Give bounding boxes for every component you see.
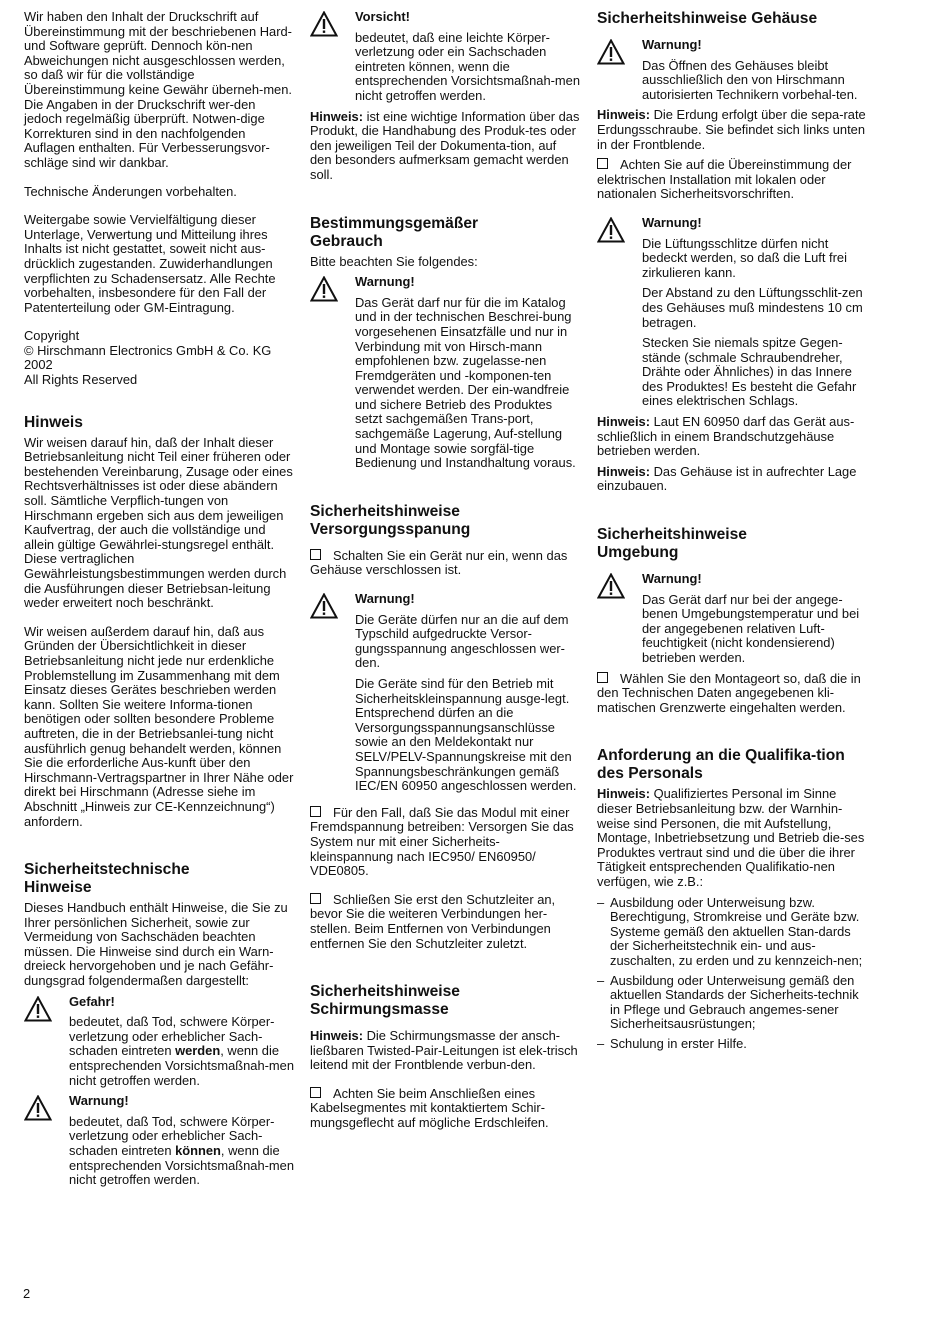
gehaeuse-warnung-2-text-2: Der Abstand zu den Lüftungsschlit-zen des Gehäuses muß mindestens 10 cm betragen. — [642, 285, 863, 330]
warning-triangle-icon — [24, 996, 52, 1022]
versorgung-check-item-3: Schließen Sie erst den Schutzleiter an, bevor Sie die weiteren Verbindungen her-stellen. Beim Entfernen von Verbindungen entfernen Sie den Schutzleiter zuletzt. — [310, 891, 556, 951]
list-item: – Schulung in erster Hilfe. — [597, 1035, 747, 1051]
gehaeuse-hinweis-2: Hinweis: Laut EN 60950 darf das Gerät aus-schließlich in einem Brandschutzgehäuse betrieben werden. — [597, 414, 855, 459]
gehaeuse-warnung-block-2 — [597, 216, 872, 409]
versorgungsspanung-heading: Sicherheitshinweise Versorgungsspanung — [310, 502, 471, 538]
checkbox-square-icon — [597, 672, 608, 683]
gehaeuse-heading: Sicherheitshinweise Gehäuse — [597, 10, 818, 27]
warning-triangle-icon — [597, 39, 625, 65]
warnung-text: bedeutet, daß Tod, schwere Körper-verletzung oder erheblicher Sach-schaden eintreten können, wenn die entsprechenden Vorsichtsmaßnah-men nicht getroffen werden. — [69, 1113, 294, 1188]
versorgung-check-item-1: Schalten Sie ein Gerät nur ein, wenn das Gehäuse verschlossen ist. — [310, 547, 568, 578]
gehaeuse-hinweis-1: Hinweis: Die Erdung erfolgt über die sepa-rate Erdungsschraube. Sie befindet sich links unten in der Frontblende. — [597, 107, 866, 152]
versorgung-warnung-text-1: Die Geräte dürfen nur an die auf dem Typschild aufgedruckte Versor-gungsspannung angeschlossen wer-den. — [355, 611, 569, 671]
sicherheitstechnische-hinweise-heading: Sicherheitstechnische Hinweise — [24, 861, 190, 897]
versorgung-check-item-2: Für den Fall, daß Sie das Modul mit einer Fremdspannung betreiben: Versorgen Sie das System nur mit einer Sicherheits-kleinspannung nach IEC950/ EN60950/ VDE0805. — [310, 804, 574, 879]
bestimmungsgemaesser-gebrauch-heading: Bestimmungsgemäßer Gebrauch — [310, 214, 479, 250]
qualifikation-hinweis: Hinweis: Qualifiziertes Personal im Sinne dieser Betriebsanleitung bzw. der Warnhin-weise sind Personen, die mit Aufstellung, Montage, Inbetriebsetzung und Betrieb die-ses Produktes vertraut sind und die über die ihrer Tätigkeit entsprechenden Qualifikatio-nen verfügen, wie z.B.: — [597, 786, 865, 889]
versorgung-warnung-title: Warnung! — [355, 591, 415, 607]
intro-paragraph-2: Technische Änderungen vorbehalten. — [24, 183, 237, 199]
intro-paragraph-3: Weitergabe sowie Vervielfältigung dieser Unterlage, Verwertung und Mitteilung ihres Inhalts ist nicht gestattet, soweit nicht aus-drücklich zugestanden. Zuwiderhandlungen verpflichten zu Schadensersatz. Alle Rechte vorbehalten, insbesondere für den Fall der Patenterteilung oder GM-Eintragung. — [24, 212, 276, 315]
bestimmung-intro: Bitte beachten Sie folgendes: — [310, 253, 478, 269]
vorsicht-block — [310, 10, 580, 104]
gehaeuse-warnung-1-text: Das Öffnen des Gehäuses bleibt ausschließlich den von Hirschmann autorisierten Technikern vorbehal-ten. — [642, 57, 858, 102]
checkbox-square-icon — [597, 158, 608, 169]
umgebung-check-item: Wählen Sie den Montageort so, daß die in den Technischen Daten angegebenen kli-matischen Grenzwerte eingehalten werden. — [597, 670, 861, 715]
gefahr-text: bedeutet, daß Tod, schwere Körper-verletzung oder erheblicher Sach-schaden eintreten werden, wenn die entsprechenden Vorsichtsmaßnah-men nicht getroffen werden. — [69, 1014, 294, 1088]
warning-triangle-icon — [310, 11, 338, 37]
vorsicht-title: Vorsicht! — [355, 9, 410, 24]
gehaeuse-warnung-2-text-3: Stecken Sie niemals spitze Gegen-stände (schmale Schraubendreher, Drähte oder Ähnliches) in das Innere des Produktes! Es besteht die Gefahr eines elektrischen Schlags. — [642, 335, 857, 409]
dash-bullet: – — [597, 972, 605, 988]
warning-triangle-icon — [310, 593, 338, 619]
warning-triangle-icon — [597, 573, 625, 599]
checkbox-square-icon — [310, 1087, 321, 1098]
gefahr-title: Gefahr! — [69, 993, 115, 1009]
vorsicht-text: bedeutet, daß eine leichte Körper-verletzung oder ein Sachschaden eintreten können, wenn die entsprechenden Vorsichtsmaßnah-men nicht getroffen werden. — [355, 29, 580, 103]
page-number: 2 — [23, 1286, 31, 1301]
gehaeuse-warnung-2-title: Warnung! — [642, 214, 702, 230]
schirm-hinweis: Hinweis: Die Schirmungsmasse der ansch-ließbaren Twisted-Pair-Leitungen ist elek-trisch leitend mit der Frontblende verbun-den. — [310, 1028, 578, 1073]
copyright-line-3: All Rights Reserved — [24, 372, 138, 388]
umgebung-warnung-title: Warnung! — [642, 571, 702, 587]
checkbox-square-icon — [310, 893, 321, 904]
column-3 — [597, 10, 872, 1056]
bestimmung-warnung-title: Warnung! — [355, 274, 415, 290]
checkbox-square-icon — [310, 806, 321, 817]
umgebung-heading: Sicherheitshinweise Umgebung — [597, 526, 747, 562]
gehaeuse-warnung-2-text-1: Die Lüftungsschlitze dürfen nicht bedeckt werden, so daß die Luft frei zirkulieren kann. — [642, 235, 847, 280]
schirm-check-item: Achten Sie beim Anschließen eines Kabelsegmentes mit kontaktiertem Schir-mungsgeflecht auf mögliche Erdschleifen. — [310, 1085, 549, 1131]
list-item: – Ausbildung oder Unterweisung bzw. Berechtigung, Stromkreise und Geräte bzw. Systeme gemäß den aktuellen Stan-dards der Sicherheitstechnik ein- und aus-zuschalten, zu erden und zu kennzeich-nen; — [597, 894, 863, 968]
warnung-title: Warnung! — [69, 1093, 129, 1109]
hinweis-paragraph-2: Wir weisen außerdem darauf hin, daß aus Gründen der Übersichtlichkeit in dieser Betriebsanleitung nicht jede nur erdenkliche Problemstellung im Zusammenhang mit dem Einsatz dieses Gerätes beschrieben werden kann. Sollten Sie weitere Informa-tionen benötigen oder sollten besondere Probleme auftreten, die in der Betriebsanlei-tung nicht ausführlich genug behandelt werden, können Sie die erforderliche Aus-kunft über den Hirschmann-Vertragspartner in Ihrer Nähe oder direkt bei Hirschmann (Adresse siehe im Abschnitt „Hinweis zur CE-Kennzeichnung“) anfordern. — [24, 623, 294, 829]
column-1 — [24, 10, 294, 1194]
gehaeuse-warnung-block-1 — [597, 38, 872, 102]
umgebung-warnung-text: Das Gerät darf nur bei der angege-benen Umgebungstemperatur und bei der angegebenen relativen Luft-feuchtigkeit (nicht kondensierend) betrieben werden. — [642, 591, 860, 665]
qualifikation-heading: Anforderung an die Qualifika-tion des Personals — [597, 747, 845, 783]
schirmungsmasse-heading: Sicherheitshinweise Schirmungsmasse — [310, 983, 460, 1019]
dash-bullet: – — [597, 894, 605, 910]
umgebung-warnung-block — [597, 572, 872, 666]
versorgung-warnung-text-2: Die Geräte sind für den Betrieb mit Sicherheitskleinspannung ausge-legt. Entsprechend dürfen an die Versorgungsspannungsanschlüsse sowie an den Meldekontakt nur SELV/PELV-Spannungskreise mit den Spannungsbeschränkungen gemäß IEC/EN 60950 angeschlossen werden. — [355, 676, 577, 794]
intro-paragraph-1: Wir haben den Inhalt der Druckschrift auf Übereinstimmung mit der beschriebenen Hard- und Software geprüft. Dennoch kön-nen Abweichungen nicht ausgeschlossen werden, so daß wir für die vollständige Übereinstimmung keine Gewähr überneh-men. Die Angaben in der Druckschrift wer-den jedoch regelmäßig überprüft. Notwen-dige Korrekturen sind in den nachfolgenden Auflagen enthalten. Für Verbesserungsvor-schläge sind wir dankbar. — [24, 9, 292, 170]
checkbox-square-icon — [310, 549, 321, 560]
gefahr-block — [24, 995, 294, 1089]
gehaeuse-hinweis-3: Hinweis: Das Gehäuse ist in aufrechter Lage einzubauen. — [597, 463, 857, 494]
hinweis-paragraph-1: Wir weisen darauf hin, daß der Inhalt dieser Betriebsanleitung nicht Teil einer früheren oder bestehenden Vereinbarung, Zusage oder eines Rechtsverhältnisses ist oder diese abändern soll. Sämtliche Verpflich-tungen von Hirschmann ergeben sich aus dem jeweiligen Kaufvertrag, der auch die vollständige und allein gültige Gewährlei-stungsregel enthält. Diese vertraglichen Gewährleistungsbestimmungen werden durch die Ausführungen dieser Betriebsan-leitung weder erweitert noch beschränkt. — [24, 434, 293, 611]
gehaeuse-warnung-1-title: Warnung! — [642, 37, 702, 52]
column-2 — [310, 10, 580, 1131]
list-item: – Ausbildung oder Unterweisung gemäß den aktuellen Standards der Sicherheits-technik in Pflege und Gebrauch angemes-sener Sicherheitsausrüstungen; — [597, 972, 859, 1032]
copyright-line-2: © Hirschmann Electronics GmbH & Co. KG 2002 — [24, 342, 272, 373]
hinweis-info: Hinweis: ist eine wichtige Information über das Produkt, die Handhabung des Produk-tes oder den jeweiligen Teil der Dokumenta-tion, auf den besonders aufmerksam gemacht werden soll. — [310, 108, 580, 182]
versorgung-warnung-block — [310, 592, 580, 794]
bestimmung-warnung-text: Das Gerät darf nur für die im Katalog und in der technischen Beschrei-bung vorgesehenen Einsatzfälle und nur in Verbindung mit von Hirsch-mann empfohlenen bzw. zugelasse-nen Fremdgeräten und -komponen-ten verwendet werden. Der ein-wandfreie und sichere Betrieb des Produktes setzt sachgemäßen Trans-port, sachgemäße Lagerung, Auf-stellung und Montage sowie sorgfäl-tige Bedienung und Instandhaltung voraus. — [355, 294, 576, 471]
warning-triangle-icon — [24, 1095, 52, 1121]
warnung-block — [24, 1094, 294, 1188]
dash-bullet: – — [597, 1035, 605, 1051]
bestimmung-warnung-block — [310, 275, 580, 471]
warning-triangle-icon — [310, 276, 338, 302]
sicherheitstechnische-hinweise-paragraph: Dieses Handbuch enthält Hinweise, die Sie zu Ihrer persönlichen Sicherheit, sowie zur Vermeidung von Sachschäden beachten müssen. Die Hinweise sind durch ein Warn-dreieck hervorgehoben und je nach Gefähr-dungsgrad folgendermaßen dargestellt: — [24, 900, 288, 989]
copyright-line-1: Copyright — [24, 328, 80, 344]
gehaeuse-check-item: Achten Sie auf die Übereinstimmung der elektrischen Installation mit lokalen oder nationalen Sicherheitsvorschriften. — [597, 157, 852, 202]
warning-triangle-icon — [597, 217, 625, 243]
hinweis-heading: Hinweis — [24, 413, 83, 431]
